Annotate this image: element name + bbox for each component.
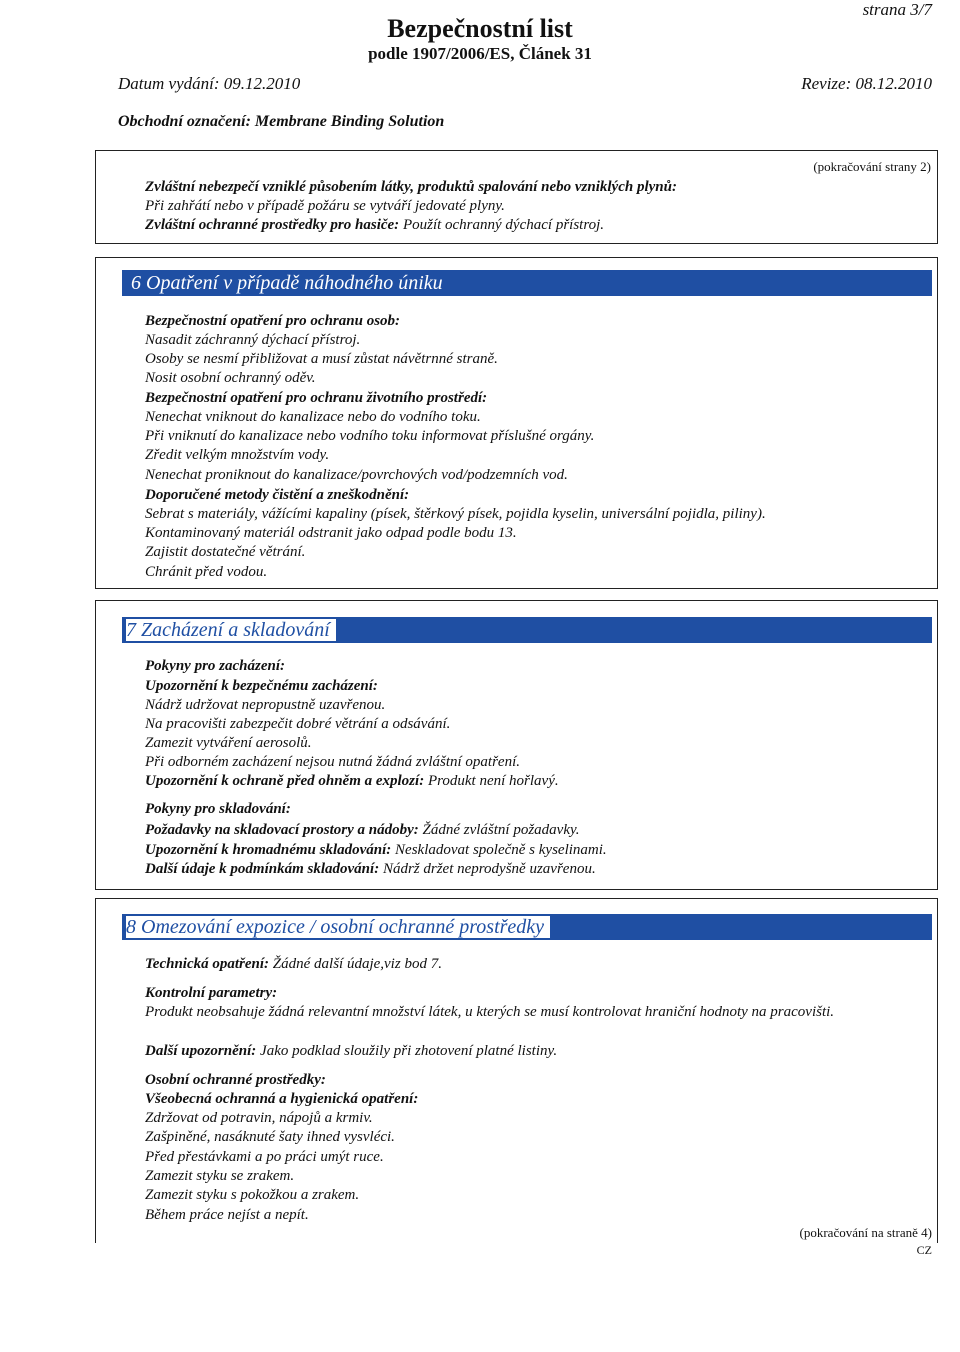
safe-handling-item: Nádrž udržovat nepropustně uzavřenou. bbox=[145, 697, 386, 713]
document-subtitle: podle 1907/2006/ES, Článek 31 bbox=[368, 44, 592, 63]
firefighter-equipment-value: Použít ochranný dýchací přístroj. bbox=[399, 217, 605, 233]
technical-measures-value: Žádné další údaje,viz bod 7. bbox=[269, 956, 442, 972]
technical-measures bbox=[145, 955, 442, 973]
hygiene-item: Zašpiněné, nasáknuté šaty ihned vysvléci. bbox=[145, 1129, 395, 1145]
fire-protection bbox=[145, 772, 559, 790]
section-6-line: Nenechat proniknout do kanalizace/povrchových vod/podzemních vod. bbox=[145, 467, 568, 483]
continued-from-note: (pokračování strany 2) bbox=[813, 159, 931, 174]
section-6-line: Kontaminovaný materiál odstranit jako odpad podle bodu 13. bbox=[145, 525, 517, 541]
section-6-subheading: Doporučené metody čistění a zneškodnění: bbox=[145, 487, 410, 503]
hygiene-item: Zamezit styku se zrakem. bbox=[145, 1168, 295, 1184]
section-6-heading: 6 Opatření v případě náhodného úniku bbox=[122, 270, 932, 296]
section-7-heading: 7 Zacházení a skladování bbox=[122, 617, 932, 643]
issue-date: Datum vydání: 09.12.2010 bbox=[118, 74, 301, 93]
storage-further-info bbox=[145, 860, 596, 878]
hygiene-item: Během práce nejíst a nepít. bbox=[145, 1207, 309, 1223]
storage-further-label: Další údaje k podmínkám skladování: bbox=[145, 861, 380, 877]
fire-protection-value: Produkt není hořlavý. bbox=[424, 773, 559, 789]
joint-storage-value: Neskladovat společně s kyselinami. bbox=[391, 842, 607, 858]
hygiene-item: Zamezit styku s pokožkou a zrakem. bbox=[145, 1187, 360, 1203]
firefighter-equipment bbox=[145, 216, 604, 234]
fire-hazard-text: Při zahřátí nebo v případě požáru se vytváří jedovaté plyny. bbox=[145, 198, 505, 214]
technical-measures-label: Technická opatření: bbox=[145, 956, 270, 972]
document-title: Bezpečnostní list bbox=[387, 14, 573, 43]
page-number: strana 3/7 bbox=[862, 0, 932, 19]
storage-requirements-label: Požadavky na skladovací prostory a nádoby: bbox=[145, 822, 419, 838]
revision-date: Revize: 08.12.2010 bbox=[801, 74, 932, 93]
language-code: CZ bbox=[916, 1243, 932, 1257]
continued-to-note: (pokračování na straně 4) bbox=[799, 1225, 932, 1240]
additional-info-label: Další upozornění: bbox=[145, 1043, 257, 1059]
storage-requirements bbox=[145, 821, 580, 839]
section-6-line: Sebrat s materiály, vážícími kapaliny (písek, štěrkový písek, pojidla kyselin, universální pojidla, piliny). bbox=[145, 506, 766, 522]
safe-handling-title: Upozornění k bezpečnému zacházení: bbox=[145, 678, 378, 694]
section-8-heading: 8 Omezování expozice / osobní ochranné prostředky bbox=[122, 914, 932, 940]
ppe-title: Osobní ochranné prostředky: bbox=[145, 1072, 326, 1088]
trade-name: Obchodní označení: Membrane Binding Solution bbox=[118, 113, 445, 130]
fire-hazard-heading: Zvláštní nebezpečí vzniklé působením látky, produktů spalování nebo vzniklých plynů: bbox=[145, 179, 677, 195]
section-6-line: Zředit velkým množstvím vody. bbox=[145, 447, 330, 463]
additional-info-value: Jako podklad sloužily při zhotovení platné listiny. bbox=[256, 1043, 558, 1059]
section-6-line: Osoby se nesmí přibližovat a musí zůstat návětrnné straně. bbox=[145, 351, 498, 367]
storage-requirements-value: Žádné zvláštní požadavky. bbox=[418, 822, 580, 838]
safe-handling-item: Na pracovišti zabezpečit dobré větrání a odsávání. bbox=[145, 716, 451, 732]
hygiene-item: Před přestávkami a po práci umýt ruce. bbox=[145, 1149, 384, 1165]
control-parameters-text: Produkt neobsahuje žádná relevantní množství látek, u kterých se musí kontrolovat hraniční hodnoty na pracovišti. bbox=[145, 1004, 835, 1020]
section-6-line: Nosit osobní ochranný oděv. bbox=[145, 370, 316, 386]
section-6-line: Nenechat vniknout do kanalizace nebo do vodního toku. bbox=[145, 409, 481, 425]
section-6-line: Nasadit záchranný dýchací přístroj. bbox=[145, 332, 361, 348]
additional-info bbox=[145, 1042, 557, 1060]
storage-further-value: Nádrž držet neprodyšně uzavřenou. bbox=[379, 861, 596, 877]
section-6-line: Chránit před vodou. bbox=[145, 564, 268, 580]
fire-protection-label: Upozornění k ochraně před ohněm a explozí: bbox=[145, 773, 425, 789]
storage-title: Pokyny pro skladování: bbox=[145, 801, 291, 817]
section-6-line: Zajistit dostatečné větrání. bbox=[145, 544, 306, 560]
handling-title: Pokyny pro zacházení: bbox=[145, 658, 285, 674]
section-6-subheading: Bezpečnostní opatření pro ochranu životního prostředí: bbox=[145, 390, 488, 406]
section-6-subheading: Bezpečnostní opatření pro ochranu osob: bbox=[145, 313, 401, 329]
joint-storage-label: Upozornění k hromadnému skladování: bbox=[145, 842, 392, 858]
section-6-line: Při vniknutí do kanalizace nebo vodního toku informovat příslušné orgány. bbox=[145, 428, 595, 444]
joint-storage bbox=[145, 841, 607, 859]
hygiene-item: Zdržovat od potravin, nápojů a krmiv. bbox=[145, 1110, 373, 1126]
firefighter-equipment-label: Zvláštní ochranné prostředky pro hasiče: bbox=[145, 217, 400, 233]
safe-handling-item: Zamezit vytváření aerosolů. bbox=[145, 735, 312, 751]
control-parameters-title: Kontrolní parametry: bbox=[145, 985, 278, 1001]
hygiene-title: Všeobecná ochranná a hygienická opatření: bbox=[145, 1091, 419, 1107]
safe-handling-item: Při odborném zacházení nejsou nutná žádná zvláštní opatření. bbox=[145, 754, 520, 770]
